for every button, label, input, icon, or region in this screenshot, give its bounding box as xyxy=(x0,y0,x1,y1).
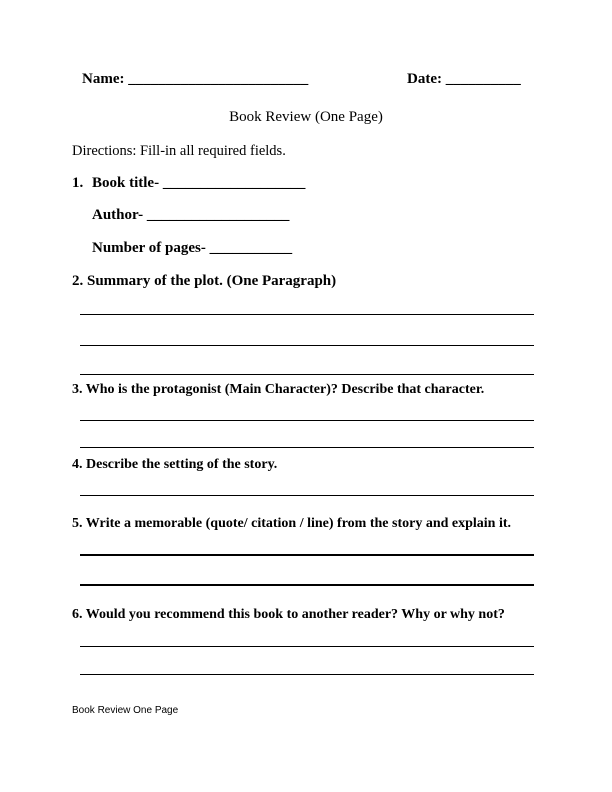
question-6-label: 6. Would you recommend this book to another reader? Why or why not? xyxy=(72,607,505,622)
book-title-field: Book title- ___________________ xyxy=(92,175,306,191)
page-footer: Book Review One Page xyxy=(72,705,179,716)
question-5-label: 5. Write a memorable (quote/ citation / line) from the story and explain it. xyxy=(72,516,512,531)
question-4-label: 4. Describe the setting of the story. xyxy=(72,457,278,472)
answer-line xyxy=(80,554,534,556)
directions-text: Directions: Fill-in all required fields. xyxy=(72,143,286,159)
answer-line xyxy=(80,420,534,421)
answer-line xyxy=(80,314,534,315)
question-3-label: 3. Who is the protagonist (Main Character)? Describe that character. xyxy=(72,382,485,397)
name-field: Name: ________________________ xyxy=(82,71,309,87)
author-field: Author- ___________________ xyxy=(92,207,290,223)
answer-line xyxy=(80,584,534,586)
date-field: Date: __________ xyxy=(407,71,521,87)
answer-line xyxy=(80,447,534,448)
answer-line xyxy=(80,345,534,346)
answer-line xyxy=(80,646,534,647)
answer-line xyxy=(80,495,534,496)
page-title: Book Review (One Page) xyxy=(229,109,383,125)
answer-line xyxy=(80,674,534,675)
question-2-label: 2. Summary of the plot. (One Paragraph) xyxy=(72,273,337,289)
answer-line xyxy=(80,374,534,375)
pages-field: Number of pages- ___________ xyxy=(92,240,293,256)
item-1-number: 1. xyxy=(72,175,84,191)
